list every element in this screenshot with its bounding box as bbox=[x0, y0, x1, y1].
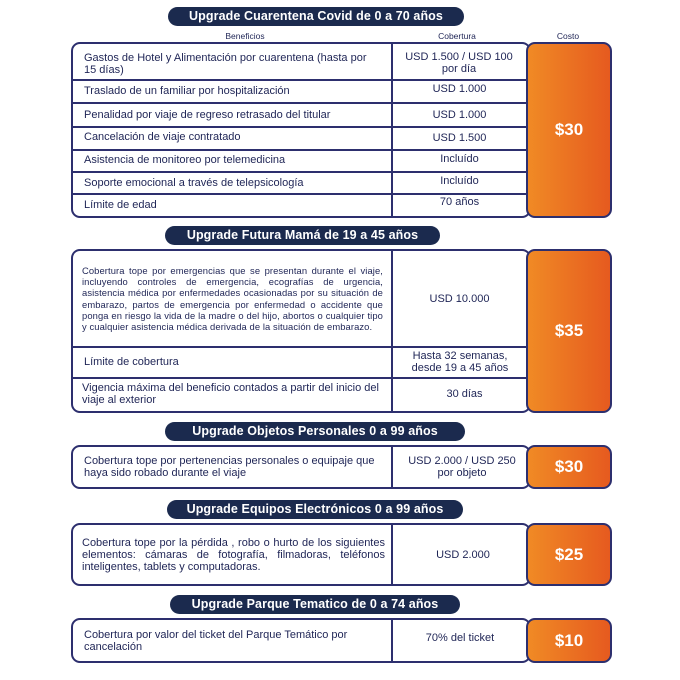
benefit-text: Cobertura tope por pertenencias personales o equipaje que haya sido robado durante el viaje bbox=[84, 455, 375, 479]
benefit-text: Cobertura tope por emergencias que se presentan durante el viaje, incluyendo controles de emergencia, ecografías de urgencia, asistencia médica por enfermedades ocasionadas por su situación de embarazo, partos de emergencia por enfermedad o accidente que ponga en riesgo la vida de la madre o del hijo, abortos o cualquier tipo y cualquier asistencia médica derivada de la situación de embarazo. bbox=[82, 264, 383, 333]
coverage-value: USD 1.000 bbox=[432, 108, 487, 121]
benefit-text: Cobertura por valor del ticket del Parque Temático por cancelación bbox=[84, 628, 348, 653]
coverage-value: USD 1.000 bbox=[432, 83, 487, 95]
cost-badge: $30 bbox=[526, 445, 612, 489]
coverage-value: Incluído bbox=[440, 153, 479, 165]
coverage-value: Incluído bbox=[440, 175, 479, 187]
section-title-equipos-electronicos: Upgrade Equipos Electrónicos 0 a 99 años bbox=[167, 500, 463, 519]
benefit-text: Límite de cobertura bbox=[84, 356, 179, 368]
benefit-text: Asistencia de monitoreo por telemedicina bbox=[84, 154, 286, 166]
coverage-value: 70 años bbox=[439, 196, 480, 208]
benefit-text: Límite de edad bbox=[84, 198, 157, 211]
benefit-text: Traslado de un familiar por hospitalización bbox=[84, 85, 290, 97]
benefit-text: Penalidad por viaje de regreso retrasado del titular bbox=[84, 108, 331, 121]
coverage-value: 30 días bbox=[446, 388, 483, 400]
section-title-objetos-personales: Upgrade Objetos Personales 0 a 99 años bbox=[165, 422, 465, 441]
coverage-value: USD 1.500 / USD 100 por día bbox=[405, 51, 513, 75]
cost-badge: $10 bbox=[526, 618, 612, 663]
coverage-value: USD 10.000 bbox=[429, 292, 490, 305]
column-header-beneficios: Beneficios bbox=[225, 31, 265, 41]
cost-badge: $30 bbox=[526, 42, 612, 218]
column-divider bbox=[391, 620, 393, 661]
coverage-value: Hasta 32 semanas, desde 19 a 45 años bbox=[411, 350, 509, 374]
cost-badge: $25 bbox=[526, 523, 612, 586]
column-divider bbox=[391, 447, 393, 487]
benefit-text: Gastos de Hotel y Alimentación por cuarentena (hasta por 15 días) bbox=[84, 52, 367, 76]
coverage-value: USD 2.000 bbox=[436, 548, 490, 561]
coverage-value: 70% del ticket bbox=[425, 632, 495, 644]
column-header-costo: Costo bbox=[556, 31, 580, 41]
section-title-futura-mama: Upgrade Futura Mamá de 19 a 45 años bbox=[165, 226, 440, 245]
coverage-value: USD 2.000 / USD 250 por objeto bbox=[408, 455, 516, 479]
cost-badge: $35 bbox=[526, 249, 612, 413]
benefit-text: Soporte emocional a través de telepsicología bbox=[84, 176, 304, 189]
benefit-text: Cobertura tope por la pérdida , robo o hurto de los siguientes elementos: cámaras de fotografía, filmadoras, teléfonos inteligentes, tablets y computadoras. bbox=[82, 536, 385, 573]
section-title-parque-tematico: Upgrade Parque Tematico de 0 a 74 años bbox=[170, 595, 460, 614]
coverage-value: USD 1.500 bbox=[432, 132, 487, 144]
benefit-text: Cancelación de viaje contratado bbox=[84, 131, 241, 143]
section-title-covid: Upgrade Cuarentena Covid de 0 a 70 años bbox=[168, 7, 464, 26]
benefit-text: Vigencia máxima del beneficio contados a partir del inicio del viaje al exterior bbox=[82, 382, 379, 406]
column-header-cobertura: Cobertura bbox=[438, 31, 476, 41]
